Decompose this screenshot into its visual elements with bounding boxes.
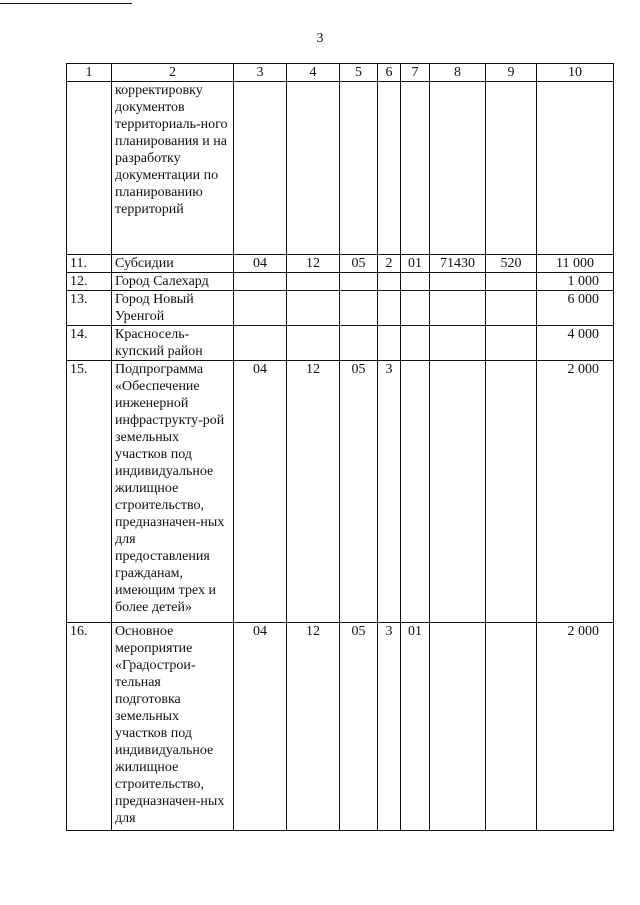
code-cell: 12 bbox=[287, 361, 340, 623]
code-cell bbox=[401, 326, 430, 361]
row-name: Город Новый Уренгой bbox=[112, 291, 234, 326]
code-cell bbox=[486, 361, 537, 623]
code-cell bbox=[340, 82, 378, 255]
code-cell: 12 bbox=[287, 623, 340, 831]
code-cell bbox=[430, 82, 486, 255]
row-name: Подпрограмма «Обеспечение инженерной инфраструкту-рой земельных участков под индивидуальное жилищное строительство, предназначен-ных для предоставления гражданам, имеющим трех и более детей» bbox=[112, 361, 234, 623]
code-cell: 04 bbox=[234, 361, 287, 623]
code-cell bbox=[378, 291, 401, 326]
code-cell bbox=[287, 82, 340, 255]
code-cell bbox=[378, 82, 401, 255]
code-cell bbox=[486, 273, 537, 291]
code-cell: 05 bbox=[340, 361, 378, 623]
budget-table bbox=[66, 63, 614, 831]
code-cell: 04 bbox=[234, 623, 287, 831]
row-number: 12. bbox=[67, 273, 112, 291]
row-number bbox=[67, 82, 112, 255]
table-row bbox=[67, 326, 614, 361]
code-cell bbox=[234, 273, 287, 291]
code-cell bbox=[287, 273, 340, 291]
code-cell bbox=[486, 623, 537, 831]
code-cell bbox=[430, 273, 486, 291]
row-number: 15. bbox=[67, 361, 112, 623]
amount-cell bbox=[537, 82, 614, 255]
code-cell: 3 bbox=[378, 623, 401, 831]
top-rule bbox=[0, 3, 132, 4]
column-header: 7 bbox=[401, 64, 430, 82]
code-cell: 05 bbox=[340, 623, 378, 831]
table-header-row bbox=[67, 64, 614, 82]
code-cell bbox=[430, 291, 486, 326]
table-row bbox=[67, 291, 614, 326]
row-name: Красносель-купский район bbox=[112, 326, 234, 361]
code-cell bbox=[287, 326, 340, 361]
amount-cell: 2 000 bbox=[537, 623, 614, 831]
column-header: 1 bbox=[67, 64, 112, 82]
column-header: 2 bbox=[112, 64, 234, 82]
page-number: 3 bbox=[316, 31, 324, 46]
code-cell bbox=[401, 273, 430, 291]
code-cell bbox=[401, 291, 430, 326]
code-cell bbox=[378, 273, 401, 291]
code-cell bbox=[287, 291, 340, 326]
row-name: Город Салехард bbox=[112, 273, 234, 291]
table-row bbox=[67, 623, 614, 831]
code-cell: 04 bbox=[234, 255, 287, 273]
column-header: 6 bbox=[378, 64, 401, 82]
code-cell bbox=[340, 326, 378, 361]
code-cell bbox=[401, 82, 430, 255]
row-name: корректировку документов территориаль-ного планирования и на разработку документации по планированию территорий bbox=[112, 82, 234, 255]
code-cell bbox=[234, 326, 287, 361]
code-cell bbox=[378, 326, 401, 361]
code-cell: 01 bbox=[401, 623, 430, 831]
table-row bbox=[67, 361, 614, 623]
amount-cell: 2 000 bbox=[537, 361, 614, 623]
code-cell bbox=[486, 291, 537, 326]
code-cell: 01 bbox=[401, 255, 430, 273]
column-header: 3 bbox=[234, 64, 287, 82]
row-number: 13. bbox=[67, 291, 112, 326]
table-row bbox=[67, 82, 614, 255]
code-cell: 520 bbox=[486, 255, 537, 273]
column-header: 4 bbox=[287, 64, 340, 82]
code-cell: 05 bbox=[340, 255, 378, 273]
code-cell: 71430 bbox=[430, 255, 486, 273]
row-number: 16. bbox=[67, 623, 112, 831]
column-header: 9 bbox=[486, 64, 537, 82]
code-cell bbox=[486, 326, 537, 361]
amount-cell: 6 000 bbox=[537, 291, 614, 326]
row-name: Субсидии bbox=[112, 255, 234, 273]
column-header: 5 bbox=[340, 64, 378, 82]
code-cell bbox=[486, 82, 537, 255]
row-number: 11. bbox=[67, 255, 112, 273]
code-cell bbox=[430, 623, 486, 831]
table-row bbox=[67, 273, 614, 291]
code-cell bbox=[401, 361, 430, 623]
row-name: Основное мероприятие «Градострои-тельная подготовка земельных участков под индивидуальное жилищное строительство, предназначен-ных для bbox=[112, 623, 234, 831]
code-cell bbox=[430, 361, 486, 623]
amount-cell: 4 000 bbox=[537, 326, 614, 361]
code-cell bbox=[430, 326, 486, 361]
row-number: 14. bbox=[67, 326, 112, 361]
code-cell bbox=[234, 82, 287, 255]
code-cell bbox=[340, 291, 378, 326]
code-cell bbox=[234, 291, 287, 326]
code-cell: 12 bbox=[287, 255, 340, 273]
code-cell: 3 bbox=[378, 361, 401, 623]
code-cell: 2 bbox=[378, 255, 401, 273]
code-cell bbox=[340, 273, 378, 291]
amount-cell: 11 000 bbox=[537, 255, 614, 273]
column-header: 10 bbox=[537, 64, 614, 82]
table-row bbox=[67, 255, 614, 273]
column-header: 8 bbox=[430, 64, 486, 82]
amount-cell: 1 000 bbox=[537, 273, 614, 291]
